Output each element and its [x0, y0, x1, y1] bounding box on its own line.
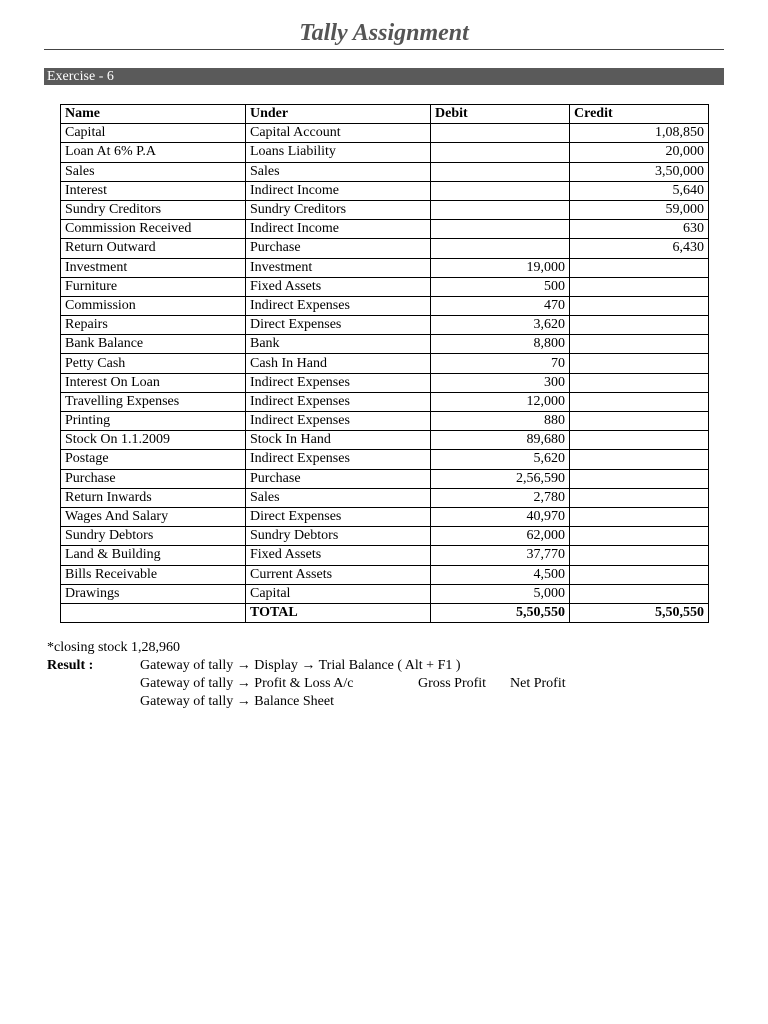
- debit-cell: 89,680: [431, 431, 570, 450]
- credit-cell: 3,50,000: [570, 162, 709, 181]
- table-row: [61, 277, 709, 296]
- ledger-name-cell: Land & Building: [61, 546, 246, 565]
- total-row: [61, 603, 709, 622]
- credit-cell: 59,000: [570, 200, 709, 219]
- debit-cell: 300: [431, 373, 570, 392]
- debit-cell: 40,970: [431, 507, 570, 526]
- ledger-name-cell: Interest: [61, 181, 246, 200]
- debit-cell: 2,56,590: [431, 469, 570, 488]
- debit-cell: [431, 200, 570, 219]
- under-group-cell: Direct Expenses: [246, 507, 431, 526]
- credit-cell: [570, 507, 709, 526]
- debit-cell: 70: [431, 354, 570, 373]
- page-title: Tally Assignment: [299, 20, 469, 46]
- under-group-cell: Capital Account: [246, 124, 431, 143]
- debit-cell: 8,800: [431, 335, 570, 354]
- table-row: [61, 584, 709, 603]
- result-line-trial-balance: Gateway of tally → Display → Trial Balance ( Alt + F1 ): [140, 658, 461, 673]
- ledger-name-cell: Stock On 1.1.2009: [61, 431, 246, 450]
- table-row: [61, 488, 709, 507]
- under-group-cell: Bank: [246, 335, 431, 354]
- ledger-name-cell: Drawings: [61, 584, 246, 603]
- credit-cell: [570, 565, 709, 584]
- under-group-cell: Investment: [246, 258, 431, 277]
- under-group-cell: Sales: [246, 488, 431, 507]
- under-group-cell: Sales: [246, 162, 431, 181]
- table-row: [61, 181, 709, 200]
- ledger-name-cell: Sundry Debtors: [61, 527, 246, 546]
- result-label: Result :: [47, 658, 94, 673]
- debit-cell: 5,620: [431, 450, 570, 469]
- column-header-debit: Debit: [431, 105, 570, 124]
- closing-stock-note: *closing stock 1,28,960: [47, 640, 180, 655]
- under-group-cell: Current Assets: [246, 565, 431, 584]
- net-profit-label: Net Profit: [510, 676, 566, 691]
- table-row: [61, 431, 709, 450]
- debit-cell: [431, 239, 570, 258]
- ledger-name-cell: Bills Receivable: [61, 565, 246, 584]
- credit-cell: 5,640: [570, 181, 709, 200]
- debit-cell: [431, 181, 570, 200]
- debit-cell: 880: [431, 412, 570, 431]
- credit-cell: [570, 450, 709, 469]
- ledger-name-cell: Petty Cash: [61, 354, 246, 373]
- credit-cell: [570, 296, 709, 315]
- ledger-name-cell: Purchase: [61, 469, 246, 488]
- debit-cell: 19,000: [431, 258, 570, 277]
- result-line-balance-sheet: Gateway of tally → Balance Sheet: [140, 694, 334, 709]
- table-row: [61, 373, 709, 392]
- trial-balance-table: [60, 104, 709, 623]
- debit-cell: 5,000: [431, 584, 570, 603]
- total-debit: 5,50,550: [431, 603, 570, 622]
- credit-cell: [570, 488, 709, 507]
- table-row: [61, 354, 709, 373]
- table-header-row: [61, 105, 709, 124]
- ledger-name-cell: Repairs: [61, 316, 246, 335]
- ledger-name-cell: Printing: [61, 412, 246, 431]
- table-row: [61, 335, 709, 354]
- ledger-name-cell: Commission: [61, 296, 246, 315]
- debit-cell: 470: [431, 296, 570, 315]
- table-row: [61, 565, 709, 584]
- result-line-profit-loss: Gateway of tally → Profit & Loss A/c: [140, 676, 354, 691]
- table-row: [61, 507, 709, 526]
- debit-cell: [431, 162, 570, 181]
- debit-cell: 2,780: [431, 488, 570, 507]
- debit-cell: [431, 124, 570, 143]
- table-row: [61, 469, 709, 488]
- gross-profit-label: Gross Profit: [418, 676, 487, 691]
- credit-cell: [570, 412, 709, 431]
- ledger-name-cell: Bank Balance: [61, 335, 246, 354]
- table-row: [61, 258, 709, 277]
- under-group-cell: Indirect Expenses: [246, 412, 431, 431]
- ledger-name-cell: Wages And Salary: [61, 507, 246, 526]
- debit-cell: 4,500: [431, 565, 570, 584]
- table-row: [61, 162, 709, 181]
- credit-cell: [570, 469, 709, 488]
- ledger-name-cell: Return Outward: [61, 239, 246, 258]
- credit-cell: 20,000: [570, 143, 709, 162]
- credit-cell: [570, 354, 709, 373]
- total-name-cell: [61, 603, 246, 622]
- ledger-name-cell: Interest On Loan: [61, 373, 246, 392]
- table-row: [61, 527, 709, 546]
- credit-cell: [570, 527, 709, 546]
- table-row: [61, 546, 709, 565]
- table-row: [61, 392, 709, 411]
- debit-cell: 3,620: [431, 316, 570, 335]
- under-group-cell: Indirect Expenses: [246, 392, 431, 411]
- column-header-under: Under: [246, 105, 431, 124]
- credit-cell: 630: [570, 220, 709, 239]
- credit-cell: [570, 392, 709, 411]
- ledger-name-cell: Commission Received: [61, 220, 246, 239]
- exercise-heading: Exercise - 6: [44, 68, 724, 85]
- table-row: [61, 450, 709, 469]
- credit-cell: [570, 258, 709, 277]
- under-group-cell: Fixed Assets: [246, 277, 431, 296]
- table-row: [61, 316, 709, 335]
- table-row: [61, 296, 709, 315]
- credit-cell: [570, 584, 709, 603]
- under-group-cell: Fixed Assets: [246, 546, 431, 565]
- ledger-name-cell: Postage: [61, 450, 246, 469]
- table-row: [61, 239, 709, 258]
- column-header-name: Name: [61, 105, 246, 124]
- table-row: [61, 220, 709, 239]
- under-group-cell: Indirect Expenses: [246, 373, 431, 392]
- credit-cell: [570, 431, 709, 450]
- ledger-name-cell: Investment: [61, 258, 246, 277]
- under-group-cell: Purchase: [246, 239, 431, 258]
- debit-cell: 12,000: [431, 392, 570, 411]
- ledger-name-cell: Travelling Expenses: [61, 392, 246, 411]
- total-credit: 5,50,550: [570, 603, 709, 622]
- ledger-name-cell: Sundry Creditors: [61, 200, 246, 219]
- table-row: [61, 200, 709, 219]
- ledger-name-cell: Sales: [61, 162, 246, 181]
- under-group-cell: Purchase: [246, 469, 431, 488]
- ledger-name-cell: Furniture: [61, 277, 246, 296]
- title-divider: [44, 49, 724, 50]
- ledger-name-cell: Loan At 6% P.A: [61, 143, 246, 162]
- under-group-cell: Sundry Debtors: [246, 527, 431, 546]
- credit-cell: [570, 277, 709, 296]
- debit-cell: [431, 143, 570, 162]
- under-group-cell: Direct Expenses: [246, 316, 431, 335]
- under-group-cell: Cash In Hand: [246, 354, 431, 373]
- credit-cell: [570, 335, 709, 354]
- table-row: [61, 124, 709, 143]
- debit-cell: 500: [431, 277, 570, 296]
- ledger-name-cell: Return Inwards: [61, 488, 246, 507]
- under-group-cell: Indirect Expenses: [246, 450, 431, 469]
- ledger-name-cell: Capital: [61, 124, 246, 143]
- credit-cell: 1,08,850: [570, 124, 709, 143]
- debit-cell: 62,000: [431, 527, 570, 546]
- table-row: [61, 412, 709, 431]
- total-label: TOTAL: [246, 603, 431, 622]
- credit-cell: [570, 546, 709, 565]
- under-group-cell: Indirect Income: [246, 181, 431, 200]
- under-group-cell: Loans Liability: [246, 143, 431, 162]
- credit-cell: [570, 316, 709, 335]
- credit-cell: 6,430: [570, 239, 709, 258]
- under-group-cell: Indirect Expenses: [246, 296, 431, 315]
- under-group-cell: Capital: [246, 584, 431, 603]
- debit-cell: 37,770: [431, 546, 570, 565]
- credit-cell: [570, 373, 709, 392]
- column-header-credit: Credit: [570, 105, 709, 124]
- under-group-cell: Sundry Creditors: [246, 200, 431, 219]
- table-row: [61, 143, 709, 162]
- debit-cell: [431, 220, 570, 239]
- under-group-cell: Stock In Hand: [246, 431, 431, 450]
- under-group-cell: Indirect Income: [246, 220, 431, 239]
